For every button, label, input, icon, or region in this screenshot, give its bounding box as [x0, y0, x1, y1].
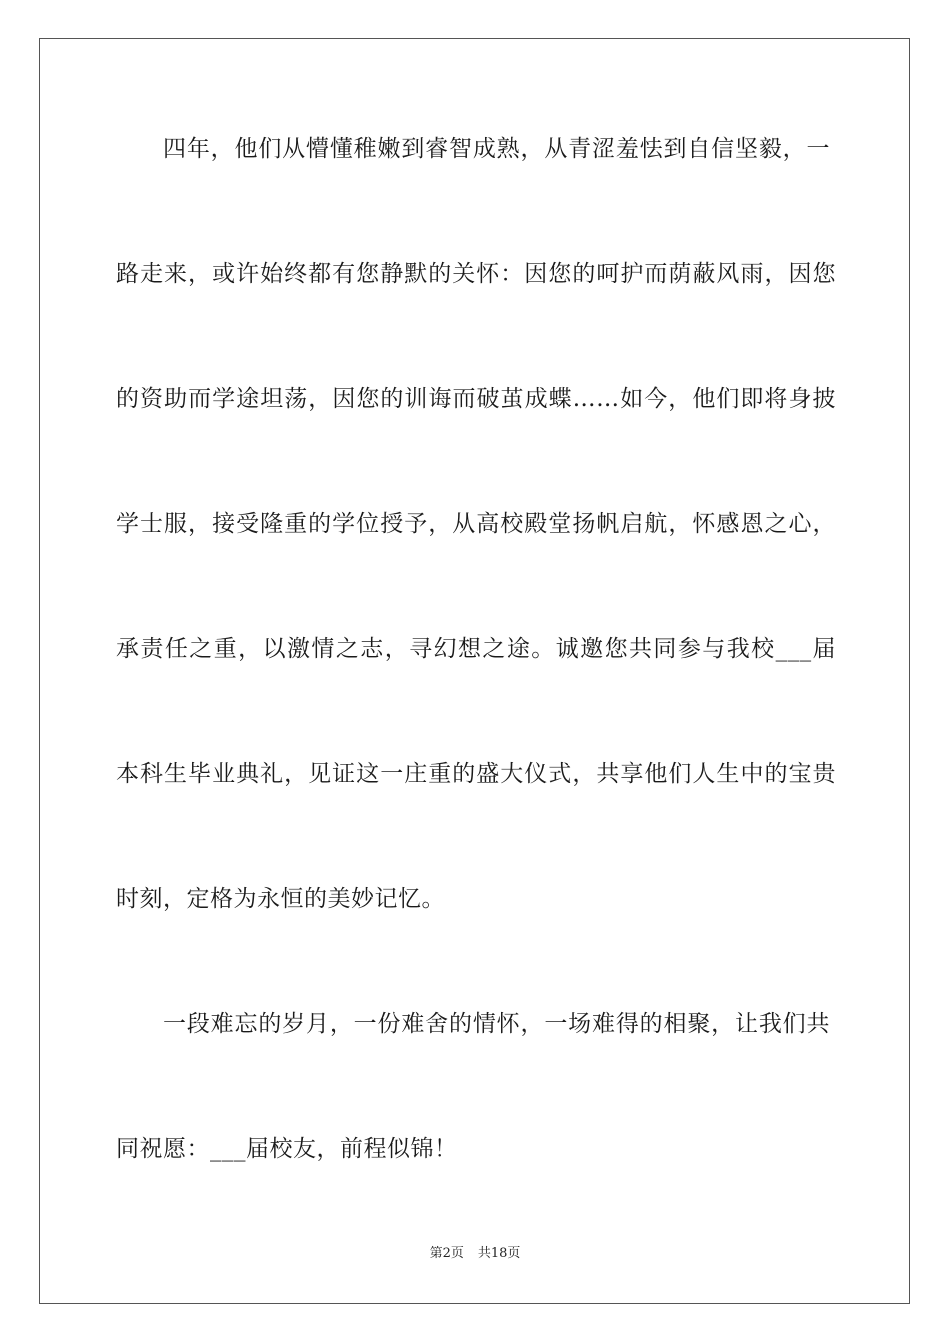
paragraph-1-line-2: 路走来，或许始终都有您静默的关怀：因您的呵护而荫蔽风雨，因您: [116, 261, 836, 287]
page-total: 共18页: [477, 1246, 521, 1261]
page-border: [39, 38, 910, 1304]
paragraph-1-line-4: 学士服，接受隆重的学位授予，从高校殿堂扬帆启航，怀感恩之心，: [116, 511, 836, 537]
page-number: 第2页: [429, 1246, 464, 1261]
paragraph-1-line-1: 四年，他们从懵懂稚嫩到睿智成熟，从青涩羞怯到自信坚毅，一: [163, 136, 830, 162]
paragraph-1-line-5: 承责任之重，以激情之志，寻幻想之途。诚邀您共同参与我校___届: [116, 636, 836, 662]
paragraph-2-line-1: 一段难忘的岁月，一份难舍的情怀，一场难得的相聚，让我们共: [163, 1011, 830, 1037]
paragraph-2-line-2: 同祝愿：___届校友，前程似锦！: [116, 1136, 458, 1162]
page-footer: [0, 1245, 950, 1263]
paragraph-1-line-6: 本科生毕业典礼，见证这一庄重的盛大仪式，共享他们人生中的宝贵: [116, 761, 836, 787]
paragraph-1-line-7: 时刻，定格为永恒的美妙记忆。: [116, 886, 445, 912]
paragraph-1-line-3: 的资助而学途坦荡，因您的训诲而破茧成蝶……如今，他们即将身披: [116, 386, 836, 412]
